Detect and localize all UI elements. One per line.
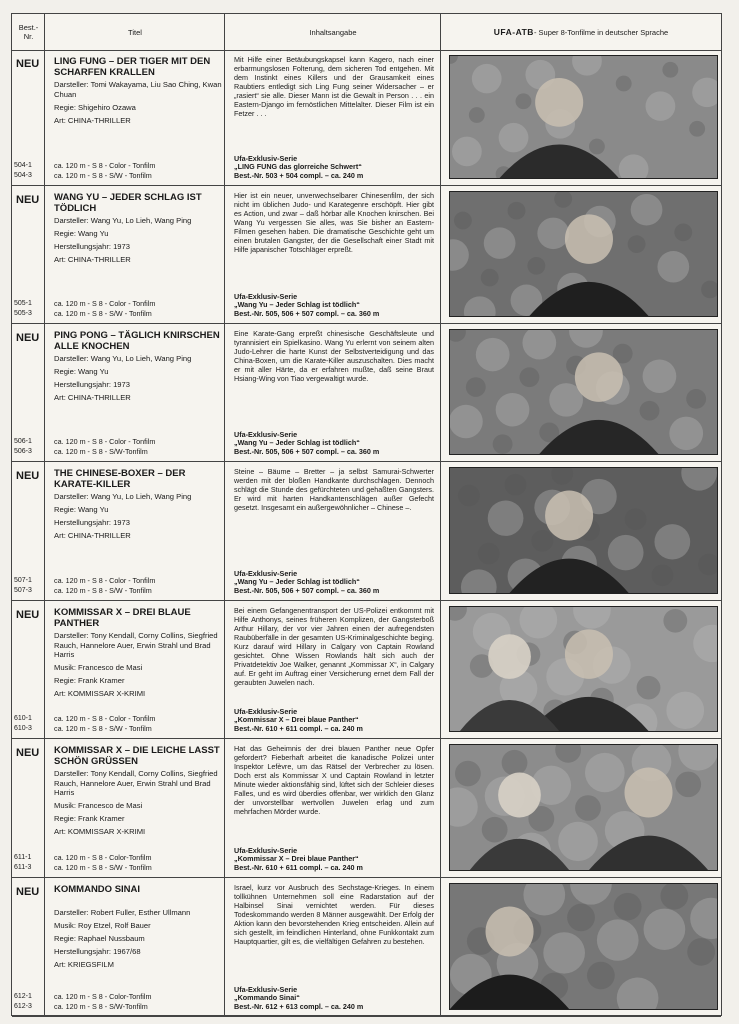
film-synopsis: Eine Karate-Gang erpreßt chinesische Geschäftsleute und tyrannisiert ein Spielkasino. Wang Yu erlernt von seinem alten Judo-Lehrer die harte Kunst der Selbstverteidigung und das China-Boxen, um die Karate-Killer auszuschalten. Dies macht er mit aller Härte, da er erfahren mußte, daß seine Braut Hsiang-Wing von Tiao vergewaltigt wurde. xyxy=(234,329,434,383)
order-number-color: 610-1 xyxy=(14,715,32,722)
order-numbers xyxy=(14,299,32,319)
film-extra2: Herstellungsjahr: 1973 xyxy=(54,518,130,528)
series-name: „Kommissar X – Drei blaue Panther“ xyxy=(234,854,359,864)
neu-badge: NEU xyxy=(16,609,40,621)
format-sw: ca. 120 m - S 8 - S/W - Tonfilm xyxy=(54,863,152,872)
series-label: Ufa-Exklusiv-Serie xyxy=(234,845,298,855)
order-number-color: 505-1 xyxy=(14,300,32,307)
film-cast: Darsteller: Wang Yu, Lo Lieh, Wang Ping xyxy=(54,492,192,501)
neu-badge: NEU xyxy=(16,58,40,70)
series-order: Best.-Nr. 505, 506 + 507 compl. – ca. 360 m xyxy=(234,309,380,319)
film-series xyxy=(234,431,439,457)
film-extra3: Herstellungsjahr: 1967/68 xyxy=(54,947,141,957)
format-color: ca. 120 m - S 8 - Color - Tonfilm xyxy=(54,437,156,446)
film-still-photo xyxy=(449,191,718,317)
film-extra2: Regie: Frank Kramer xyxy=(54,814,125,824)
film-still-photo xyxy=(449,55,718,179)
series-order: Best.-Nr. 505, 506 + 507 compl. – ca. 360 m xyxy=(234,447,380,457)
film-formats xyxy=(54,576,155,596)
series-label: Ufa-Exklusiv-Serie xyxy=(234,429,298,439)
film-extra1: Musik: Francesco de Masi xyxy=(54,801,143,811)
film-extra2: Herstellungsjahr: 1973 xyxy=(54,380,130,390)
film-extra1: Musik: Francesco de Masi xyxy=(54,663,143,673)
film-title: PING PONG – TÄGLICH KNIRSCHEN ALLE KNOCHEN xyxy=(54,330,220,352)
film-title: KOMMANDO SINAI xyxy=(54,884,141,895)
film-cast: Darsteller: Robert Fuller, Esther Ullmann xyxy=(54,908,191,917)
film-cast: Darsteller: Wang Yu, Lo Lieh, Wang Ping xyxy=(54,354,192,363)
order-numbers xyxy=(14,714,32,734)
series-name: „Wang Yu – Jeder Schlag ist tödlich“ xyxy=(234,577,360,587)
film-formats xyxy=(54,853,152,873)
film-extra1: Regie: Shigehiro Ozawa xyxy=(54,102,136,112)
header-inhalt: Inhaltsangabe xyxy=(309,27,357,37)
film-extra2: Regie: Raphael Nussbaum xyxy=(54,934,145,944)
order-number-color: 504-1 xyxy=(14,162,32,169)
film-series xyxy=(234,293,439,319)
film-extra2: Herstellungsjahr: 1973 xyxy=(54,242,130,252)
format-sw: ca. 120 m - S 8 - S/W - Tonfilm xyxy=(54,586,152,595)
series-label: Ufa-Exklusiv-Serie xyxy=(234,153,298,163)
film-credits xyxy=(54,908,224,973)
film-extra3: Art: CHINA-THRILLER xyxy=(54,531,131,541)
order-number-sw: 612-3 xyxy=(14,1003,32,1010)
series-order: Best.-Nr. 610 + 611 compl. – ca. 240 m xyxy=(234,724,363,734)
format-color: ca. 120 m - S 8 - Color - Tonfilm xyxy=(54,714,156,723)
format-sw: ca. 120 m - S 8 - S/W - Tonfilm xyxy=(54,171,152,180)
order-number-color: 611-1 xyxy=(14,854,32,861)
film-synopsis: Israel, kurz vor Ausbruch des Sechstage-Krieges. In einem tollkühnen Unternehmen soll eine Radarstation auf der Halbinsel Sinai vernichtet werden. Für dieses Todeskommando werden 8 Männer ausgewählt. Der Erfolg der Aktion kann den bevorstehenden Krieg entscheiden. Allein auf sich gestellt, im feindlichen Hinterland, ohne Funkkontakt zum Hauptquartier, gilt es, die vielfältigen Gefahren zu bestehen. xyxy=(234,883,434,946)
order-numbers xyxy=(14,437,32,457)
order-number-sw: 507-3 xyxy=(14,587,32,594)
neu-badge: NEU xyxy=(16,332,40,344)
order-number-color: 506-1 xyxy=(14,438,32,445)
film-row xyxy=(12,462,721,601)
order-numbers xyxy=(14,576,32,596)
series-name: „Kommando Sinai“ xyxy=(234,993,300,1003)
neu-badge: NEU xyxy=(16,886,40,898)
film-extra3: Art: KOMMISSAR X-KRIMI xyxy=(54,827,146,837)
film-formats xyxy=(54,992,151,1012)
film-credits xyxy=(54,631,224,703)
format-sw: ca. 120 m - S 8 - S/W-Tonfilm xyxy=(54,447,148,456)
film-series xyxy=(234,708,439,734)
film-cast: Darsteller: Tomi Wakayama, Liu Sao Ching, Kwan Chuan xyxy=(54,80,222,99)
film-series xyxy=(234,986,439,1012)
ufa-subtitle: - Super 8-Tonfilme in deutscher Sprache xyxy=(533,27,669,37)
film-extra1: Regie: Wang Yu xyxy=(54,229,109,239)
film-extra1: Musik: Roy Etzel, Rolf Bauer xyxy=(54,921,151,931)
format-color: ca. 120 m - S 8 - Color - Tonfilm xyxy=(54,299,156,308)
order-numbers xyxy=(14,161,32,181)
series-order: Best.-Nr. 505, 506 + 507 compl. – ca. 360 m xyxy=(234,586,380,596)
neu-badge: NEU xyxy=(16,470,40,482)
series-name: „Kommissar X – Drei blaue Panther“ xyxy=(234,715,359,725)
order-number-color: 612-1 xyxy=(14,993,32,1000)
film-formats xyxy=(54,161,155,181)
film-synopsis: Mit Hilfe einer Betäubungskapsel kann Kagero, nach einer erbarmungslosen Folterung, dem sicheren Tod entgehen. Mit dem Instinkt eines Killers und der Grausamkeit eines Raubtiers entledigt sich Ling Fung seiner Widersacher – er „rasiert“ sie alle. Dieser Mann ist die Gewalt in Person . . . ein Eastern-Django im fernöstlichen Mittelalter. Dieser Film ist ein Fetzer . . . xyxy=(234,55,434,118)
order-numbers xyxy=(14,853,31,873)
format-color: ca. 120 m - S 8 - Color - Tonfilm xyxy=(54,161,156,170)
series-order: Best.-Nr. 610 + 611 compl. – ca. 240 m xyxy=(234,863,363,873)
series-name: „Wang Yu – Jeder Schlag ist tödlich“ xyxy=(234,300,360,310)
series-label: Ufa-Exklusiv-Serie xyxy=(234,706,298,716)
film-still-photo xyxy=(449,883,718,1010)
order-number-sw: 611-3 xyxy=(14,864,32,871)
order-number-sw: 506-3 xyxy=(14,448,32,455)
series-name: „Wang Yu – Jeder Schlag ist tödlich“ xyxy=(234,438,360,448)
film-cast: Darsteller: Wang Yu, Lo Lieh, Wang Ping xyxy=(54,216,192,225)
series-order: Best.-Nr. 503 + 504 compl. – ca. 240 m xyxy=(234,171,364,181)
film-extra3: Art: CHINA-THRILLER xyxy=(54,393,131,403)
film-series xyxy=(234,570,439,596)
film-row xyxy=(12,878,721,1017)
format-sw: ca. 120 m - S 8 - S/W - Tonfilm xyxy=(54,724,152,733)
series-label: Ufa-Exklusiv-Serie xyxy=(234,291,298,301)
film-still-photo xyxy=(449,467,718,594)
header-nr: Best.- Nr. xyxy=(18,23,39,41)
series-label: Ufa-Exklusiv-Serie xyxy=(234,568,298,578)
format-sw: ca. 120 m - S 8 - S/W-Tonfilm xyxy=(54,1002,148,1011)
film-title: KOMMISSAR X – DIE LEICHE LASST SCHÖN GRÜSSEN xyxy=(54,745,220,767)
neu-badge: NEU xyxy=(16,194,40,206)
film-series xyxy=(234,155,439,181)
film-row xyxy=(12,324,721,462)
order-number-sw: 610-3 xyxy=(14,725,32,732)
film-extra3: Art: KOMMISSAR X-KRIMI xyxy=(54,689,146,699)
film-extra1: Regie: Wang Yu xyxy=(54,505,109,515)
film-extra1: Regie: Wang Yu xyxy=(54,367,109,377)
film-credits xyxy=(54,80,224,129)
film-formats xyxy=(54,299,155,319)
header-titel: Titel xyxy=(128,27,142,37)
film-formats xyxy=(54,437,155,457)
film-synopsis: Hat das Geheimnis der drei blauen Panther neue Opfer gefordert? Fieberhaft arbeitet die kanadische Polizei unter Inspektor Lefèvre, um das Rätsel der Verbrecher zu lösen. Doch erst als Kommissar X und Captain Rowland in letzter Minute wieder aktionsfähig sind, lüftet sich der Schleier dieses Falles, und es wird überdies offenbar, wer wirklich den Glanz der unvorstellbar wertvollen Juwelen erlag und zum mehrfachen Mörder wurde. xyxy=(234,744,434,816)
format-color: ca. 120 m - S 8 - Color-Tonfilm xyxy=(54,992,152,1001)
film-row xyxy=(12,739,721,878)
order-numbers xyxy=(14,992,32,1012)
film-still-photo xyxy=(449,329,718,455)
film-extra2: Regie: Frank Kramer xyxy=(54,676,125,686)
film-extra4: Art: KRIEGSFILM xyxy=(54,960,114,970)
film-formats xyxy=(54,714,155,734)
order-number-color: 507-1 xyxy=(14,577,32,584)
film-still-photo xyxy=(449,606,718,732)
film-credits xyxy=(54,216,224,268)
film-row xyxy=(12,50,721,186)
film-cast: Darsteller: Tony Kendall, Corny Collins, Siegfried Rauch, Hannelore Auer, Erwin Strahl und Brad Harris xyxy=(54,769,218,798)
series-label: Ufa-Exklusiv-Serie xyxy=(234,984,298,994)
film-series xyxy=(234,847,439,873)
film-credits xyxy=(54,492,224,544)
format-color: ca. 120 m - S 8 - Color-Tonfilm xyxy=(54,853,152,862)
film-extra3: Art: CHINA-THRILLER xyxy=(54,255,131,265)
series-order: Best.-Nr. 612 + 613 compl. – ca. 240 m xyxy=(234,1002,364,1012)
film-credits xyxy=(54,769,224,841)
order-number-sw: 505-3 xyxy=(14,310,32,317)
format-sw: ca. 120 m - S 8 - S/W - Tonfilm xyxy=(54,309,152,318)
catalog-sheet xyxy=(11,13,722,1016)
film-title: WANG YU – JEDER SCHLAG IST TÖDLICH xyxy=(54,192,202,214)
film-still-photo xyxy=(449,744,718,871)
film-title: KOMMISSAR X – DREI BLAUE PANTHER xyxy=(54,607,191,629)
film-title: THE CHINESE-BOXER – DER KARATE-KILLER xyxy=(54,468,186,490)
header-ufa xyxy=(441,14,721,50)
film-cast: Darsteller: Tony Kendall, Corny Collins, Siegfried Rauch, Hannelore Auer, Erwin Strahl und Brad Harris xyxy=(54,631,218,660)
film-synopsis: Steine – Bäume – Bretter – ja selbst Samurai-Schwerter werden mit der bloßen Handkante durchschlagen. Dennoch schlägt die Stunde des gefürchteten und gehaßten Gangsters. Er wird mit harten Handkantenschlägen außer Gefecht gesetzt. Insgesamt ein außergewöhnlicher – Chinese –. xyxy=(234,467,434,512)
film-row xyxy=(12,186,721,324)
film-extra2: Art: CHINA-THRILLER xyxy=(54,115,131,125)
order-number-sw: 504-3 xyxy=(14,172,32,179)
film-synopsis: Hier ist ein neuer, unverwechselbarer Chinesenfilm, der sich nicht im üblichen Judo- und Karategenre erschöpft. Hier gibt es Action, und zwar – daß hörbar alle Knochen knirschen. Bei Wang Yu vergessen Sie alles, was Sie bisher an Eastern-Filmen gesehen haben. Die dramatische Geschichte geht um einen brutalen Gangster, der die Gesellschaft einer Stadt mit Hilfe japanischer Totschläger erpreßt. xyxy=(234,191,434,254)
film-credits xyxy=(54,354,224,406)
neu-badge: NEU xyxy=(16,747,40,759)
film-synopsis: Bei einem Gefangenentransport der US-Polizei entkommt mit Hilfe Anthonys, seines früheren Komplizen, der Gangsterboß Arthur Hillary, der vor vier Jahren einen der aufregendsten Raubüberfälle in der gesamten US-Kriminalgeschichte beging. Kurz darauf wird Hillary in Calgary von Captain Rowland gesichtet. Ohne Wissen Rowlands hält sich auch der Privatdetektiv Joe Walker, genannt „Kommissar X“, in Calgary auf. Er geht im Auftrag einer Versicherung ernet dem Fall der geraubten Juwelen nach. xyxy=(234,606,434,687)
series-name: „LING FUNG das glorreiche Schwert“ xyxy=(234,162,362,172)
ufa-brand: UFA-ATB xyxy=(493,26,534,37)
format-color: ca. 120 m - S 8 - Color - Tonfilm xyxy=(54,576,156,585)
table-header xyxy=(12,14,721,51)
film-row xyxy=(12,601,721,739)
film-title: LING FUNG – DER TIGER MIT DEN SCHARFEN KRALLEN xyxy=(54,56,211,78)
